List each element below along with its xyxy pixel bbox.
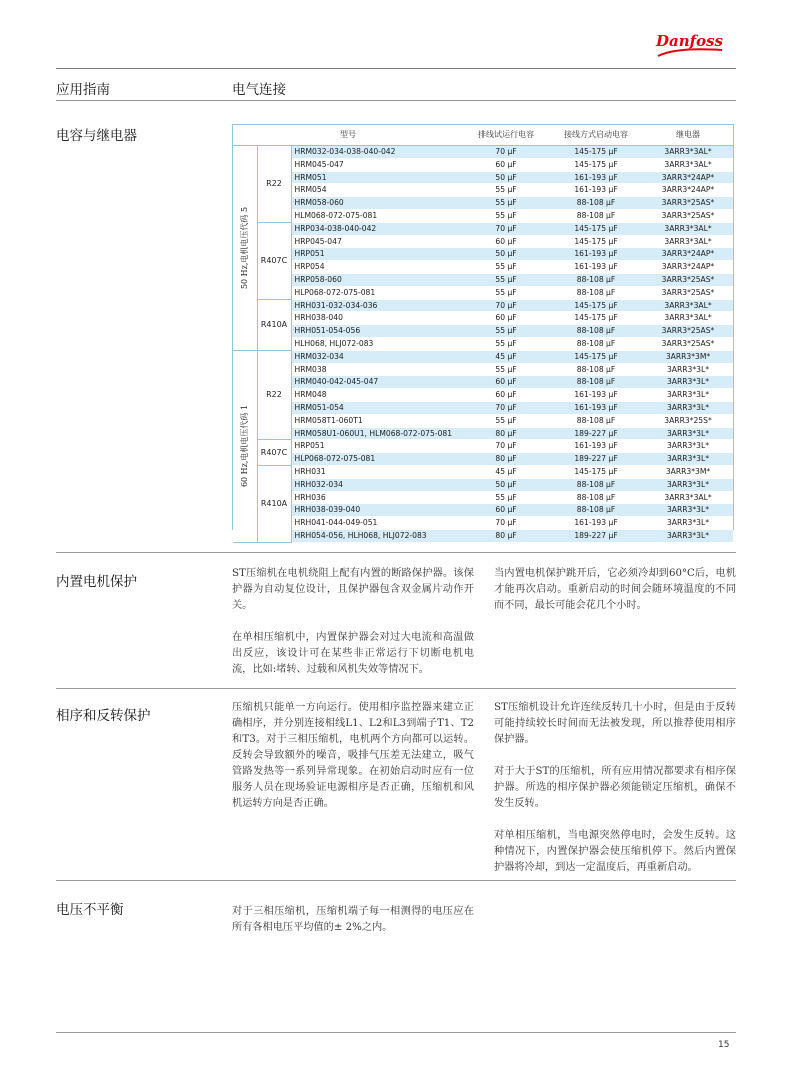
table-row [233,478,733,491]
model-cell: HRM058U1-060U1, HLM068-072-075-081 [291,427,463,440]
logo-wordmark: Danfoss [656,32,723,50]
start-capacitor-cell: 161-193 µF [549,248,643,261]
run-capacitor-cell: 45 µF [463,465,549,478]
table-header-row [233,125,733,146]
relay-cell: 3ARR3*24AP* [643,184,733,197]
frequency-cell [233,146,257,351]
start-capacitor-cell: 88-108 µF [549,491,643,504]
relay-cell: 3ARR3*3M* [643,350,733,363]
paragraph: 在单相压缩机中，内置保护器会对过大电流和高温做出反应，该设计可在某些非正常运行下切断电机电流，比如:堵转、过载和风机失效等情况下。 [232,632,474,675]
table-row [233,401,733,414]
table-row [233,235,733,248]
start-capacitor-cell: 88-108 µF [549,414,643,427]
model-cell: HRH041-044-049-051 [291,517,463,530]
model-cell: HRH051-054-056 [291,325,463,338]
table-row [233,222,733,235]
relay-cell: 3ARR3*25AS* [643,273,733,286]
phase-protection-right-text [494,700,736,892]
start-capacitor-cell: 88-108 µF [549,337,643,350]
start-capacitor-cell: 88-108 µF [549,197,643,210]
table-row [233,491,733,504]
relay-cell: 3ARR3*3AL* [643,491,733,504]
table-row [233,414,733,427]
col-header-model: 型号 [233,125,463,146]
table-row [233,184,733,197]
refrigerant-cell: R407C [257,440,291,466]
relay-cell: 3ARR3*3L* [643,504,733,517]
refrigerant-cell: R410A [257,465,291,542]
run-capacitor-cell: 55 µF [463,325,549,338]
relay-cell: 3ARR3*25AS* [643,337,733,350]
col-header-start-capacitor: 接线方式启动电容 [549,125,643,146]
start-capacitor-cell: 189-227 µF [549,427,643,440]
paragraph: 当内置电机保护跳开后，它必须冷却到60°C后，电机才能再次启动。重新启动的时间会随环境温度的不同而不同，最长可能会花几个小时。 [494,568,736,611]
start-capacitor-cell: 88-108 µF [549,376,643,389]
relay-cell: 3ARR3*3L* [643,376,733,389]
table-row [233,248,733,261]
col-header-relay: 继电器 [643,125,733,146]
section-divider-3 [56,880,736,881]
table-row [233,197,733,210]
paragraph: ST压缩机在电机绕阻上配有内置的断路保护器。该保护器为自动复位设计，且保护器包含双金属片动作开关。 [232,568,474,611]
run-capacitor-cell: 60 µF [463,376,549,389]
page-title: 电气连接 [232,82,286,98]
voltage-imbalance-text [232,904,474,952]
section-title-phase-protection: 相序和反转保护 [56,708,151,724]
run-capacitor-cell: 60 µF [463,504,549,517]
relay-cell: 3ARR3*24AP* [643,261,733,274]
table-row [233,440,733,453]
start-capacitor-cell: 88-108 µF [549,504,643,517]
table-row [233,158,733,171]
run-capacitor-cell: 55 µF [463,286,549,299]
phase-protection-left-text [232,700,474,828]
model-cell: HRP058-060 [291,273,463,286]
run-capacitor-cell: 60 µF [463,389,549,402]
model-cell: HRH038-039-040 [291,504,463,517]
table-row [233,453,733,466]
model-cell: HRM038 [291,363,463,376]
model-cell: HRH031-032-034-036 [291,299,463,312]
run-capacitor-cell: 70 µF [463,401,549,414]
start-capacitor-cell: 161-193 µF [549,261,643,274]
header-top-rule [56,68,736,69]
motor-protection-left-text [232,566,474,694]
model-cell: HRP034-038-040-042 [291,222,463,235]
relay-cell: 3ARR3*3L* [643,363,733,376]
start-capacitor-cell: 161-193 µF [549,184,643,197]
section-title-voltage-imbalance: 电压不平衡 [56,902,124,918]
model-cell: HRP051 [291,440,463,453]
frequency-label: 50 Hz,电机电压代码 5 [239,206,249,289]
table-row [233,517,733,530]
section-title-capacitors: 电容与继电器 [56,128,137,144]
run-capacitor-cell: 55 µF [463,273,549,286]
start-capacitor-cell: 145-175 µF [549,299,643,312]
model-cell: HRP045-047 [291,235,463,248]
paragraph: 对于大于ST的压缩机，所有应用情况都要求有相序保护器。所选的相序保护器必须能锁定压缩机，确保不发生反转。 [494,766,736,809]
run-capacitor-cell: 70 µF [463,222,549,235]
model-cell: HRP054 [291,261,463,274]
run-capacitor-cell: 50 µF [463,478,549,491]
table-row [233,465,733,478]
start-capacitor-cell: 145-175 µF [549,158,643,171]
run-capacitor-cell: 70 µF [463,146,549,159]
table-row [233,299,733,312]
run-capacitor-cell: 70 µF [463,440,549,453]
model-cell: HRP051 [291,248,463,261]
table-row [233,350,733,363]
model-cell: HRH036 [291,491,463,504]
col-header-run-capacitor: 排线试运行电容 [463,125,549,146]
table-row [233,389,733,402]
paragraph: 对于三相压缩机，压缩机端子每一相测得的电压应在所有各相电压平均值的± 2%之内。 [232,906,474,933]
danfoss-logo [652,26,736,60]
model-cell: HRH031 [291,465,463,478]
model-cell: HRH054-056, HLH068, HLJ072-083 [291,529,463,542]
run-capacitor-cell: 80 µF [463,427,549,440]
model-cell: HLM068-072-075-081 [291,209,463,222]
table-row [233,504,733,517]
relay-cell: 3ARR3*3L* [643,401,733,414]
refrigerant-cell: R410A [257,299,291,350]
start-capacitor-cell: 88-108 µF [549,273,643,286]
model-cell: HRM040-042-045-047 [291,376,463,389]
run-capacitor-cell: 60 µF [463,235,549,248]
paragraph: ST压缩机设计允许连续反转几十小时，但是由于反转可能持续较长时间而无法被发现，所以推荐使用相序保护器。 [494,702,736,745]
table-row [233,529,733,542]
relay-cell: 3ARR3*3L* [643,440,733,453]
relay-cell: 3ARR3*25S* [643,414,733,427]
refrigerant-cell: R407C [257,222,291,299]
model-cell: HRM045-047 [291,158,463,171]
relay-cell: 3ARR3*3AL* [643,158,733,171]
header-bottom-rule [56,100,736,101]
model-cell: HRM051 [291,171,463,184]
relay-cell: 3ARR3*25AS* [643,197,733,210]
table-row [233,427,733,440]
run-capacitor-cell: 50 µF [463,171,549,184]
start-capacitor-cell: 88-108 µF [549,286,643,299]
run-capacitor-cell: 55 µF [463,197,549,210]
section-divider-2 [56,688,736,689]
table-row [233,376,733,389]
table-row [233,209,733,222]
table-row [233,261,733,274]
run-capacitor-cell: 80 µF [463,529,549,542]
relay-cell: 3ARR3*3L* [643,517,733,530]
table-row [233,146,733,159]
start-capacitor-cell: 145-175 µF [549,222,643,235]
relay-cell: 3ARR3*25AS* [643,286,733,299]
relay-cell: 3ARR3*3L* [643,478,733,491]
paragraph: 对单相压缩机，当电源突然停电时，会发生反转。这种情况下，内置保护器会使压缩机停下。然后内置保护器将冷却，到达一定温度后，再重新启动。 [494,830,736,873]
table-row [233,171,733,184]
run-capacitor-cell: 80 µF [463,453,549,466]
start-capacitor-cell: 88-108 µF [549,363,643,376]
run-capacitor-cell: 70 µF [463,517,549,530]
paragraph: 压缩机只能单一方向运行。使用相序监控器来建立正确相序，并分别连接相线L1、L2和L3到端子T1、T2和T3。对于三相压缩机，电机两个方向都可以运转。反转会导致额外的噪音，吸排气压差无法建立，吸气管路发热等一系列异常现象。在初始启动时应有一位服务人员在现场验证电源相序是否正确，压缩机和风机运转方向是否正确。 [232,702,474,809]
relay-cell: 3ARR3*3AL* [643,146,733,159]
run-capacitor-cell: 60 µF [463,312,549,325]
start-capacitor-cell: 161-193 µF [549,171,643,184]
start-capacitor-cell: 189-227 µF [549,453,643,466]
start-capacitor-cell: 88-108 µF [549,478,643,491]
relay-cell: 3ARR3*25AS* [643,325,733,338]
start-capacitor-cell: 145-175 µF [549,465,643,478]
run-capacitor-cell: 50 µF [463,248,549,261]
model-cell: HLP068-072-075-081 [291,453,463,466]
relay-cell: 3ARR3*3L* [643,529,733,542]
start-capacitor-cell: 161-193 µF [549,389,643,402]
relay-cell: 3ARR3*3L* [643,427,733,440]
model-cell: HRM058-060 [291,197,463,210]
model-cell: HRM051-054 [291,401,463,414]
model-cell: HRH038-040 [291,312,463,325]
run-capacitor-cell: 70 µF [463,299,549,312]
table-row [233,273,733,286]
model-cell: HRM032-034-038-040-042 [291,146,463,159]
model-cell: HRM058T1-060T1 [291,414,463,427]
relay-cell: 3ARR3*25AS* [643,209,733,222]
relay-cell: 3ARR3*3AL* [643,222,733,235]
relay-cell: 3ARR3*3AL* [643,299,733,312]
run-capacitor-cell: 55 µF [463,363,549,376]
section-title-motor-protection: 内置电机保护 [56,574,137,590]
table-row [233,363,733,376]
refrigerant-cell: R22 [257,146,291,223]
table-row [233,312,733,325]
start-capacitor-cell: 145-175 µF [549,312,643,325]
start-capacitor-cell: 145-175 µF [549,235,643,248]
page-number: 15 [718,1040,730,1050]
start-capacitor-cell: 145-175 µF [549,146,643,159]
run-capacitor-cell: 55 µF [463,209,549,222]
relay-cell: 3ARR3*24AP* [643,248,733,261]
run-capacitor-cell: 45 µF [463,350,549,363]
run-capacitor-cell: 55 µF [463,261,549,274]
header-category: 应用指南 [56,82,110,98]
relay-cell: 3ARR3*3L* [643,389,733,402]
run-capacitor-cell: 60 µF [463,158,549,171]
model-cell: HRH032-034 [291,478,463,491]
relay-cell: 3ARR3*3L* [643,453,733,466]
table-row [233,286,733,299]
table-row [233,325,733,338]
model-cell: HRM048 [291,389,463,402]
relay-cell: 3ARR3*3AL* [643,235,733,248]
model-cell: HLH068, HLJ072-083 [291,337,463,350]
model-cell: HRM054 [291,184,463,197]
run-capacitor-cell: 55 µF [463,184,549,197]
run-capacitor-cell: 55 µF [463,337,549,350]
table-row [233,337,733,350]
model-cell: HRM032-034 [291,350,463,363]
start-capacitor-cell: 161-193 µF [549,440,643,453]
start-capacitor-cell: 145-175 µF [549,350,643,363]
run-capacitor-cell: 55 µF [463,414,549,427]
motor-protection-right-text [494,566,736,630]
relay-cell: 3ARR3*3M* [643,465,733,478]
refrigerant-cell: R22 [257,350,291,440]
capacitor-relay-table [232,124,734,540]
start-capacitor-cell: 161-193 µF [549,517,643,530]
model-cell: HLP068-072-075-081 [291,286,463,299]
footer-rule [56,1032,736,1033]
relay-cell: 3ARR3*3AL* [643,312,733,325]
start-capacitor-cell: 88-108 µF [549,325,643,338]
frequency-cell [233,350,257,542]
start-capacitor-cell: 189-227 µF [549,529,643,542]
start-capacitor-cell: 161-193 µF [549,401,643,414]
frequency-label: 60 Hz,电机电压代码 1 [239,405,249,488]
relay-cell: 3ARR3*24AP* [643,171,733,184]
run-capacitor-cell: 55 µF [463,491,549,504]
section-divider-1 [56,552,736,553]
start-capacitor-cell: 88-108 µF [549,209,643,222]
